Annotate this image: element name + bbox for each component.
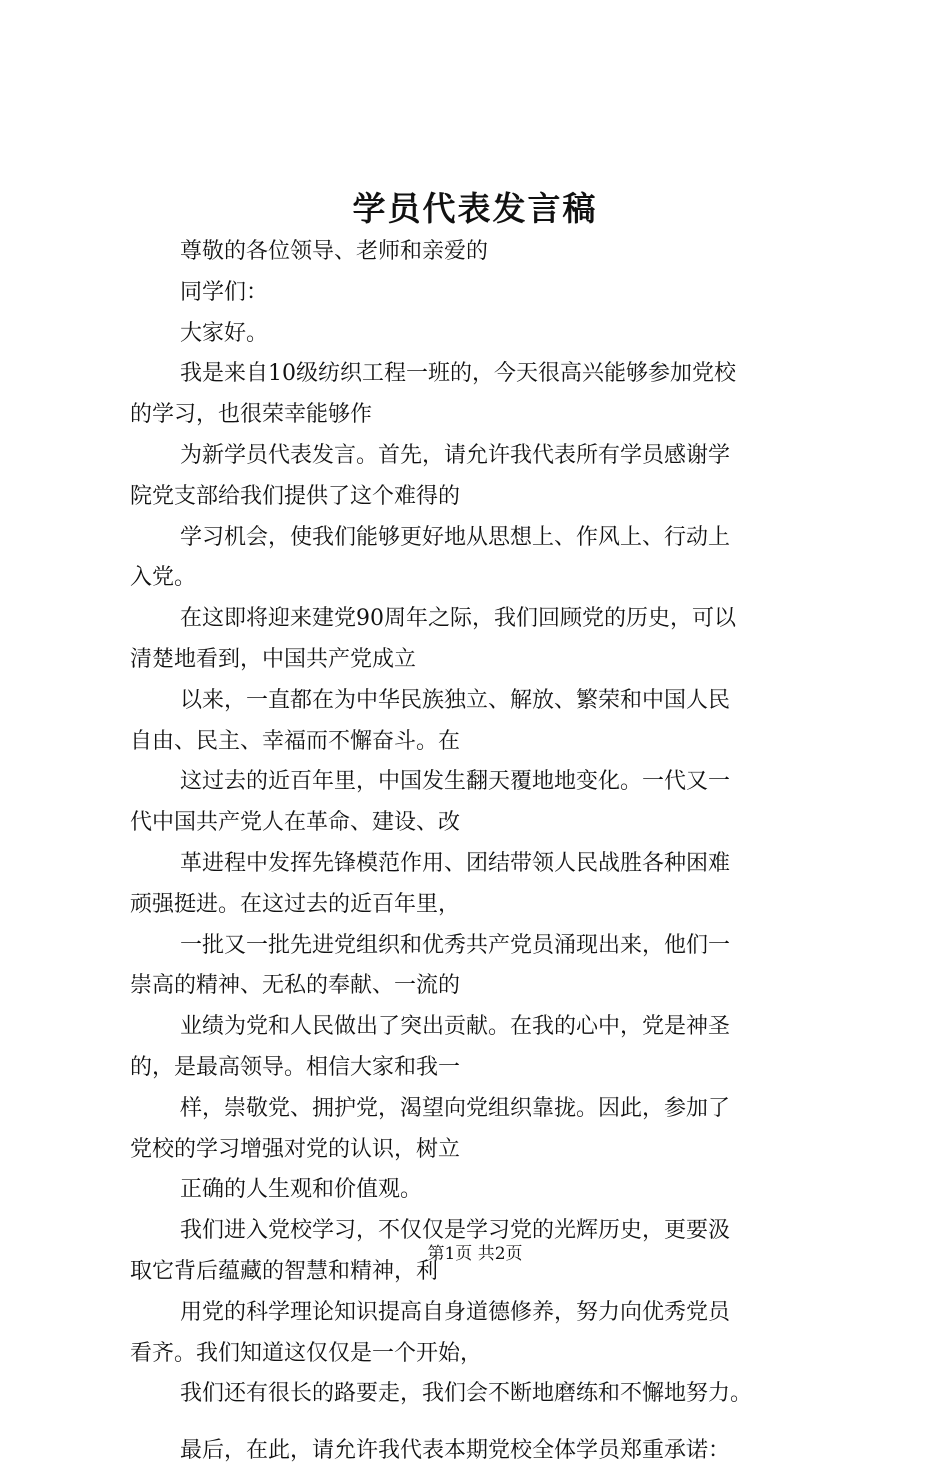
text-line: 崇高的精神、无私的奉献、一流的 bbox=[130, 973, 461, 999]
text-line: 正确的人生观和价值观。 bbox=[180, 1177, 423, 1203]
text-line: 代中国共产党人在革命、建设、改 bbox=[130, 810, 461, 836]
text-line: 顽强挺进。在这过去的近百年里， bbox=[130, 891, 461, 917]
text-line: 一批又一批先进党组织和优秀共产党员涌现出来，他们一 bbox=[180, 932, 731, 958]
text-line: 的，是最高领导。相信大家和我一 bbox=[130, 1054, 461, 1080]
text-line: 我们进入党校学习，不仅仅是学习党的光辉历史，更要汲 bbox=[180, 1218, 731, 1244]
document-title: 学员代表发言稿 bbox=[352, 189, 598, 228]
text-line: 自由、民主、幸福而不懈奋斗。在 bbox=[130, 728, 461, 754]
text-line: 同学们： bbox=[180, 279, 269, 305]
text-line: 为新学员代表发言。首先，请允许我代表所有学员感谢学 bbox=[180, 442, 731, 468]
text-line: 用党的科学理论知识提高自身道德修养，努力向优秀党员 bbox=[180, 1299, 731, 1325]
text-line: 清楚地看到，中国共产党成立 bbox=[130, 646, 417, 672]
paragraph-spacer bbox=[130, 1415, 850, 1431]
text-line: 的学习，也很荣幸能够作 bbox=[130, 402, 373, 428]
text-line: 这过去的近百年里，中国发生翻天覆地地变化。一代又一 bbox=[180, 769, 731, 795]
text-line: 革进程中发挥先锋模范作用、团结带领人民战胜各种困难 bbox=[180, 850, 731, 876]
text-line: 入党。 bbox=[130, 565, 197, 591]
text-line: 我们还有很长的路要走，我们会不断地磨练和不懈地努力。 bbox=[180, 1381, 753, 1407]
text-line: 我是来自10级纺织工程一班的，今天很高兴能够参加党校 bbox=[180, 361, 736, 387]
text-line: 看齐。我们知道这仅仅是一个开始， bbox=[130, 1340, 483, 1366]
text-line: 取它背后蕴藏的智慧和精神，利 bbox=[130, 1258, 439, 1284]
text-line: 党校的学习增强对党的认识，树立 bbox=[130, 1136, 461, 1162]
text-line: 最后，在此，请允许我代表本期党校全体学员郑重承诺： bbox=[180, 1438, 731, 1464]
text-line: 院党支部给我们提供了这个难得的 bbox=[130, 483, 461, 509]
text-line: 在这即将迎来建党90周年之际，我们回顾党的历史，可以 bbox=[180, 606, 736, 632]
text-line: 以来，一直都在为中华民族独立、解放、繁荣和中国人民 bbox=[180, 687, 731, 713]
text-line: 学习机会，使我们能够更好地从思想上、作风上、行动上 bbox=[180, 524, 731, 550]
page-footer: 第1页 共2页 bbox=[427, 1244, 523, 1264]
text-line: 业绩为党和人民做出了突出贡献。在我的心中，党是神圣 bbox=[180, 1014, 731, 1040]
text-line: 大家好。 bbox=[180, 320, 269, 346]
text-line: 尊敬的各位领导、老师和亲爱的 bbox=[180, 239, 489, 264]
text-line: 样，崇敬党、拥护党，渴望向党组织靠拢。因此，参加了 bbox=[180, 1095, 731, 1121]
document-body bbox=[130, 232, 850, 1472]
